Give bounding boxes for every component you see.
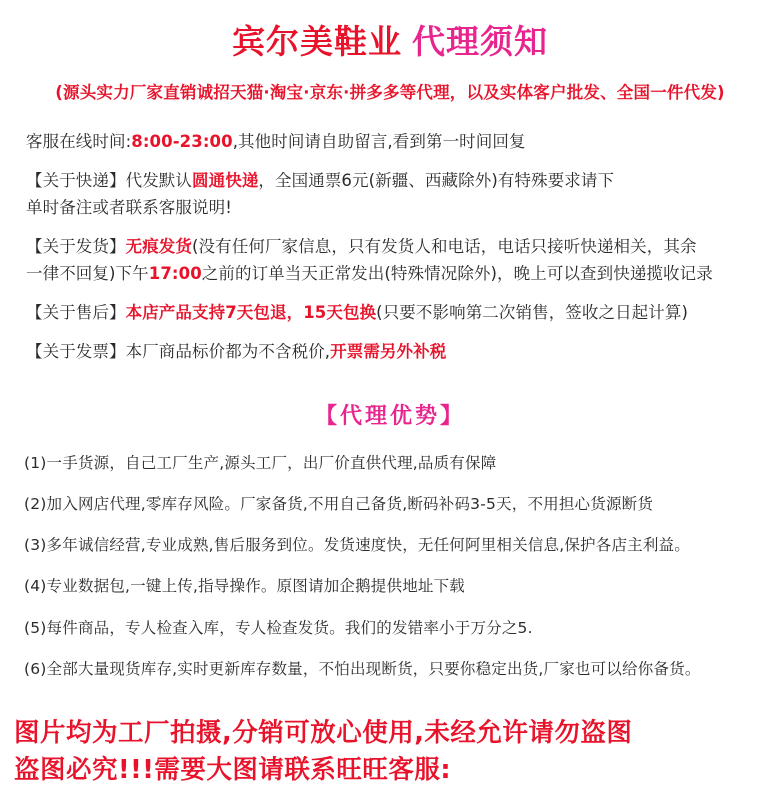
after-sales-note: (只要不影响第二次销售，签收之日起计算) — [376, 303, 689, 323]
list-item: (2)加入网店代理,零库存风险。厂家备货,不用自己备货,断码补码3-5天，不用担心货源断货 — [24, 494, 654, 513]
notice-express-continuation: 单时备注或者联系客服说明! — [26, 198, 232, 218]
notice-label-service-hours: 客服在线时间: — [26, 132, 132, 151]
notice-after-sales — [26, 300, 758, 325]
notice-shipping — [26, 234, 758, 259]
shipping-cont-prefix: 一律不回复)下午 — [26, 264, 149, 284]
title-brand: 宾尔美鞋业 — [232, 22, 402, 61]
shipping-highlight: 无痕发货 — [125, 237, 193, 257]
after-sales-policy: 本店产品支持7天包退，15天包换 — [125, 303, 377, 323]
notice-shipping-continuation — [26, 261, 758, 286]
footer-warning — [0, 715, 780, 789]
notice-invoice — [26, 339, 758, 364]
shipping-detail: (没有任何厂家信息，只有发货人和电话，电话只接听快递相关，其余 — [192, 237, 697, 257]
shipping-cutoff-time: 17:00 — [148, 264, 202, 284]
invoice-tax-note: 开票需另外补税 — [330, 342, 447, 362]
title-suffix: 代理须知 — [412, 22, 548, 61]
advantages-heading — [0, 399, 780, 430]
express-detail: ，全国通票6元(新疆、西藏除外)有特殊要求请下 — [258, 171, 615, 191]
service-hours-value: 8:00-23:00 — [131, 132, 233, 151]
invoice-detail: 本厂商品标价都为不含税价, — [125, 342, 331, 362]
heading-right-bracket: 】 — [440, 403, 466, 429]
notice-label-after-sales: 【关于售后】 — [26, 303, 126, 323]
footer-line-2: 盗图必究!!!需要大图请联系旺旺客服: — [14, 755, 452, 786]
notice-label-shipping: 【关于发货】 — [26, 237, 126, 257]
notice-label-express: 【关于快递】 — [26, 171, 126, 191]
list-item: (5)每件商品，专人检查入库，专人检查发货。我们的发错率小于万分之5. — [24, 618, 533, 637]
service-hours-note: ,其他时间请自助留言,看到第一时间回复 — [232, 132, 526, 151]
heading-left-bracket: 【 — [314, 403, 340, 429]
footer-line-1: 图片均为工厂拍摄,分销可放心使用,未经允许请勿盗图 — [14, 718, 633, 749]
page-title — [0, 0, 780, 63]
notice-section — [0, 129, 780, 365]
list-item: (4)专业数据包,一键上传,指导操作。原图请加企鹅提供地址下载 — [24, 577, 466, 596]
list-item: (1)一手货源，自己工厂生产,源头工厂，出厂价直供代理,品质有保障 — [24, 453, 497, 472]
shipping-cont-suffix: 之前的订单当天正常发出(特殊情况除外)，晚上可以查到快递揽收记录 — [201, 264, 713, 284]
notice-service-hours — [26, 129, 758, 154]
express-prefix: 代发默认 — [125, 171, 193, 191]
page-subtitle: (源头实力厂家直销诚招天猫·淘宝·京东·拼多多等代理，以及实体客户批发、全国一件代发) — [55, 83, 725, 102]
list-item: (3)多年诚信经营,专业成熟,售后服务到位。发货速度快，无任何阿里相关信息,保护各店主利益。 — [24, 536, 690, 555]
list-item: (6)全部大量现货库存,实时更新库存数量，不怕出现断货，只要你稳定出货,厂家也可以给你备货。 — [24, 659, 701, 678]
notice-express — [26, 168, 758, 193]
advantages-list — [0, 452, 780, 682]
heading-text: 代理优势 — [339, 403, 440, 429]
express-carrier: 圆通快递 — [192, 171, 259, 191]
notice-label-invoice: 【关于发票】 — [26, 342, 126, 362]
